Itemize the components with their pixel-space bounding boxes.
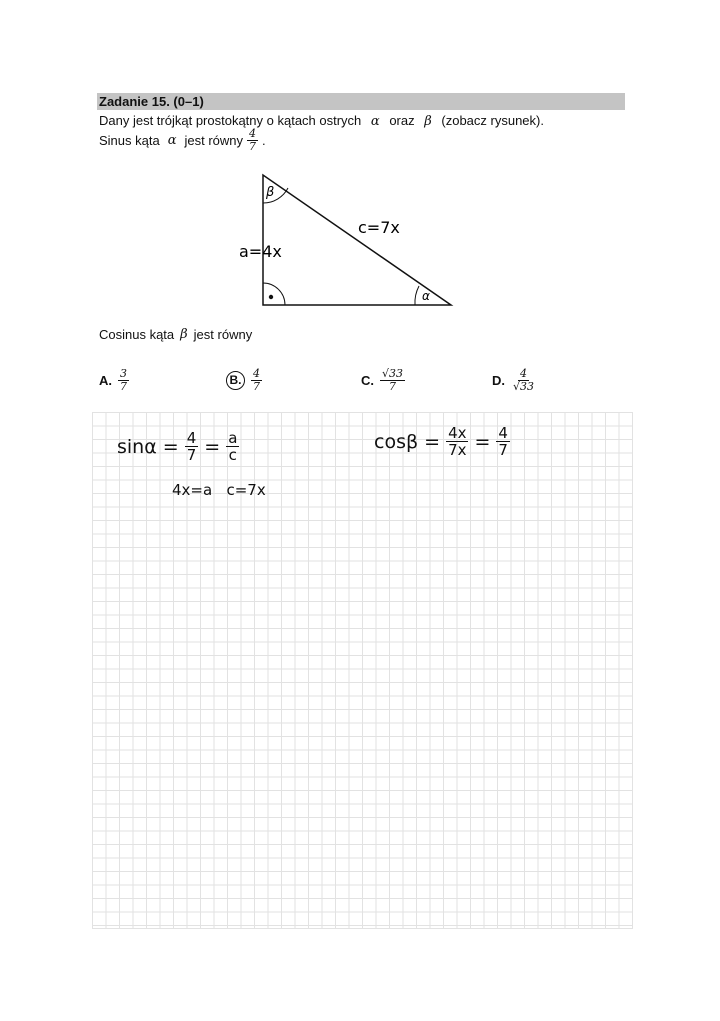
option-b-num: 4 <box>253 366 260 380</box>
option-c-den: 7 <box>389 379 396 393</box>
option-b-den: 7 <box>253 379 260 393</box>
task-header: Zadanie 15. (0–1) <box>97 93 625 110</box>
cos-frac-2-num: 4 <box>498 424 508 442</box>
leg-label: a=4x <box>239 242 282 261</box>
intro-oraz: oraz <box>389 113 415 128</box>
alpha-symbol: α <box>370 114 380 129</box>
option-c-letter: C. <box>361 372 374 388</box>
option-a-num: 3 <box>120 366 127 380</box>
cos-frac-1 <box>446 425 468 458</box>
cos-work <box>374 425 510 458</box>
option-d-num: 4 <box>520 366 527 380</box>
option-d-letter: D. <box>492 372 505 388</box>
question-beta: β <box>180 327 188 342</box>
right-angle-arc <box>263 283 285 305</box>
right-angle-dot <box>269 295 273 299</box>
cos-frac-1-den: 7x <box>448 441 467 459</box>
sin-frac-1-num: 4 <box>186 429 197 447</box>
intro-suffix: (zobacz rysunek). <box>441 113 544 128</box>
option-c-num: √33 <box>382 366 404 380</box>
option-b-letter-circled: B. <box>226 371 245 390</box>
option-b-fraction <box>251 368 262 393</box>
sin-work <box>117 430 239 463</box>
alpha-arc <box>415 286 419 305</box>
sinus-numerator: 4 <box>249 127 257 140</box>
sinus-fraction <box>247 128 258 153</box>
sinus-period: . <box>262 133 266 148</box>
cos-frac-1-num: 4x <box>448 424 467 442</box>
sin-frac-1-den: 7 <box>186 446 197 464</box>
option-a-fraction <box>118 368 129 393</box>
sin-frac-2-num: a <box>228 429 238 447</box>
option-d-den: √33 <box>513 379 535 393</box>
sin-frac-1 <box>185 430 199 463</box>
intro-line <box>99 113 544 129</box>
sin-frac-2-den: c <box>228 446 237 464</box>
intro-prefix: Dany jest trójkąt prostokątny o kątach ostrych <box>99 113 362 128</box>
cos-eq: = <box>474 430 491 453</box>
cos-lhs: cosβ = <box>374 430 441 453</box>
sinus-alpha: α <box>167 133 177 148</box>
sin-frac-2 <box>226 430 239 463</box>
hypotenuse-label: c=7x <box>358 218 400 237</box>
sin-lhs: sinα = <box>117 435 179 458</box>
option-b[interactable] <box>226 365 262 395</box>
sinus-denominator: 7 <box>249 140 257 153</box>
sinus-prefix: Sinus kąta <box>99 133 160 148</box>
alpha-label: α <box>422 289 430 303</box>
question-line <box>99 327 252 342</box>
beta-label: β <box>266 185 275 200</box>
option-d-fraction <box>511 368 536 393</box>
option-a-letter: A. <box>99 372 112 388</box>
option-c-fraction <box>380 368 405 393</box>
question-prefix: Cosinus kąta <box>99 327 175 342</box>
cos-frac-2-den: 7 <box>498 441 508 459</box>
triangle <box>263 175 451 305</box>
sinus-line <box>99 128 266 153</box>
option-d[interactable] <box>492 365 536 395</box>
option-c[interactable] <box>361 365 405 395</box>
beta-symbol: β <box>424 114 432 129</box>
cos-frac-2 <box>496 425 510 458</box>
option-a-den: 7 <box>120 379 127 393</box>
sin-eq: = <box>204 435 221 458</box>
triangle-figure <box>225 165 465 315</box>
substitution-work: 4x=a c=7x <box>172 481 266 499</box>
question-suffix: jest równy <box>193 327 253 342</box>
option-a[interactable] <box>99 365 129 395</box>
sinus-mid: jest równy <box>184 133 244 148</box>
